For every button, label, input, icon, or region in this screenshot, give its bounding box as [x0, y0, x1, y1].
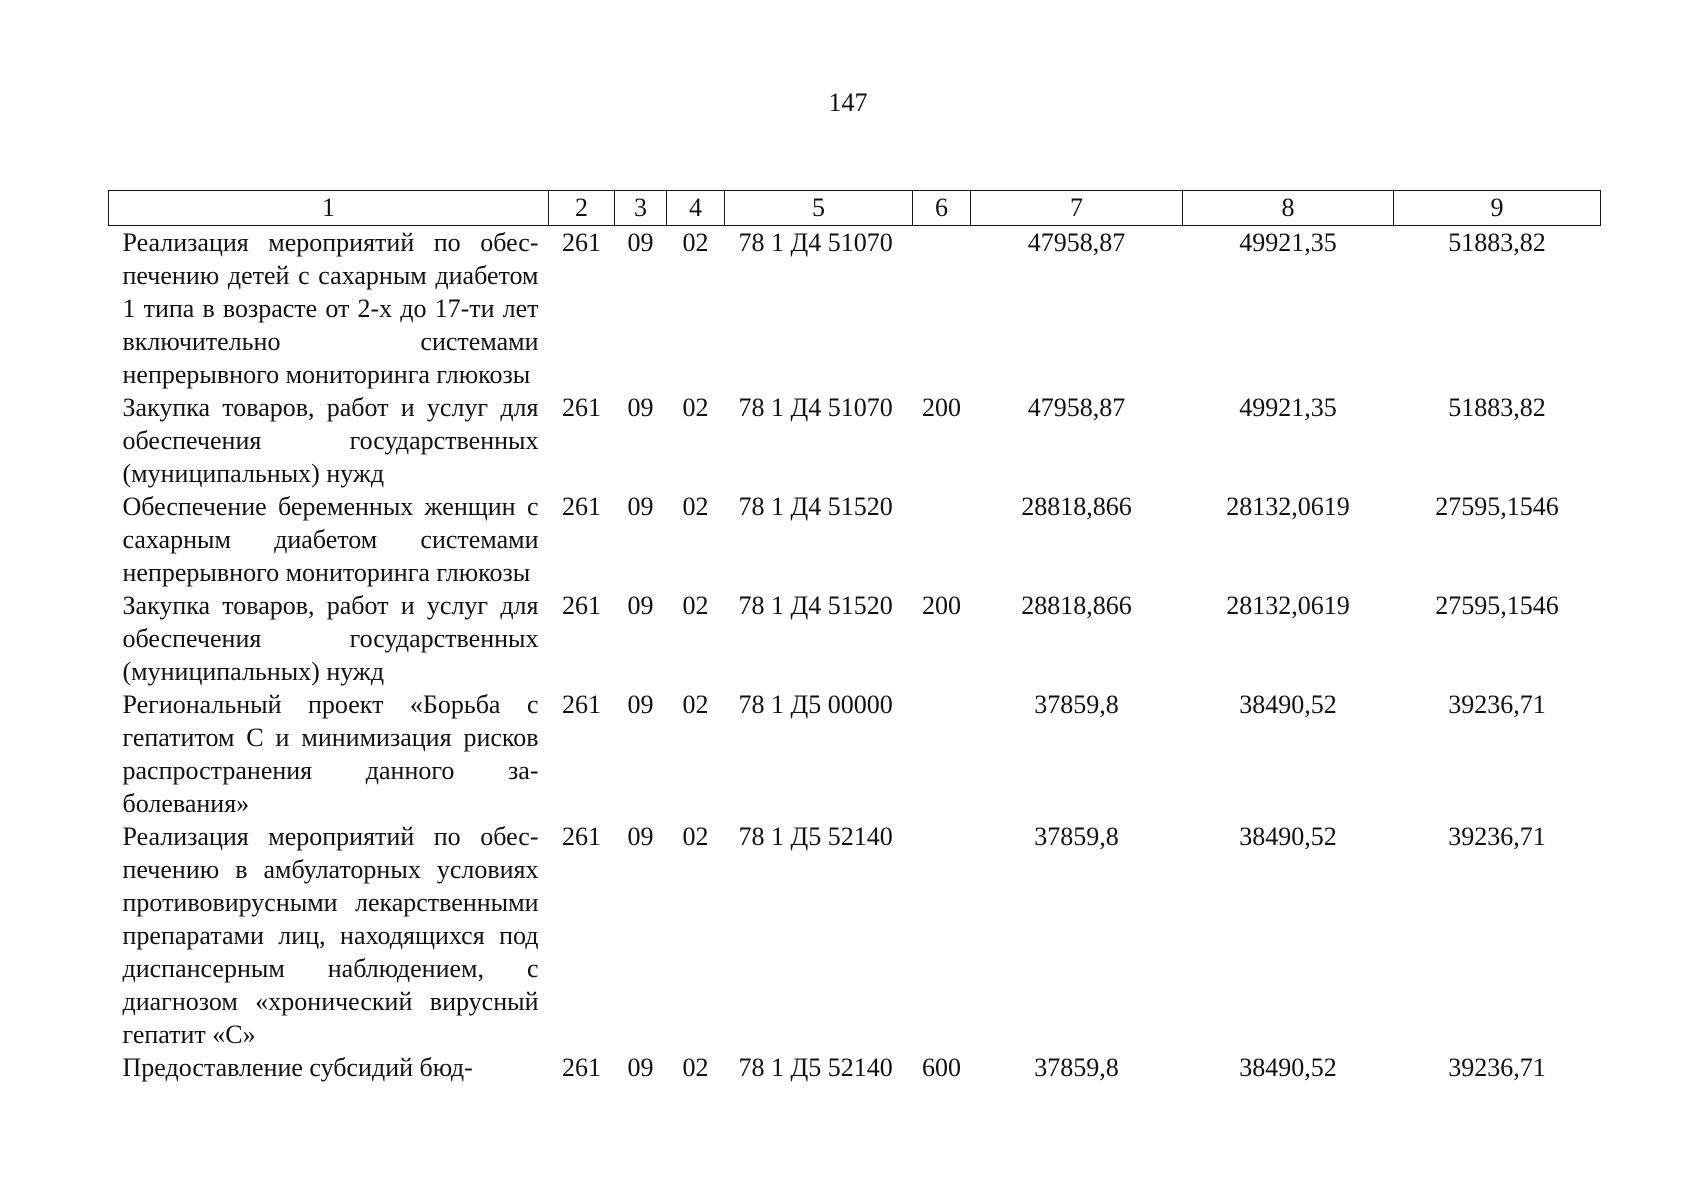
row-code-target: 78 1 Д4 51070 — [738, 228, 893, 257]
header-col-8: 8 — [1183, 191, 1394, 226]
row-code-department: 261 — [562, 690, 601, 719]
header-col-5: 5 — [725, 191, 913, 226]
row-code-expense-type — [913, 688, 971, 820]
header-col-6: 6 — [913, 191, 971, 226]
row-amount-col9: 27595,1546 — [1435, 591, 1559, 620]
row-amount-col7: 47958,87 — [1027, 393, 1126, 422]
table-row — [109, 1051, 1601, 1084]
row-amount-col8: 49921,35 — [1239, 228, 1337, 257]
header-col-3: 3 — [615, 191, 667, 226]
row-code-target: 78 1 Д4 51520 — [738, 492, 893, 521]
row-code-department: 261 — [562, 393, 601, 422]
row-code-subsection: 02 — [682, 228, 709, 257]
row-amount-col8: 38490,52 — [1239, 1053, 1337, 1082]
row-amount-col9: 51883,82 — [1448, 228, 1546, 257]
row-amount-col8: 49921,35 — [1239, 393, 1337, 422]
row-amount-col8: 38490,52 — [1239, 822, 1337, 851]
budget-table-container — [108, 190, 1600, 1084]
row-code-section: 09 — [627, 393, 654, 422]
row-code-subsection: 02 — [682, 690, 709, 719]
row-code-department: 261 — [562, 822, 601, 851]
row-code-section: 09 — [627, 228, 654, 257]
row-name: Закупка товаров, работ и услуг для обеспечения государственных (муниципальных) нужд — [122, 591, 539, 686]
row-code-target: 78 1 Д5 00000 — [738, 690, 893, 719]
row-name: Региональный проект «Борьба с гепатитом С и минимизация рисков распространения данного заболевания» — [122, 690, 539, 818]
header-col-9: 9 — [1394, 191, 1601, 226]
row-code-target: 78 1 Д4 51070 — [738, 393, 893, 422]
row-code-department: 261 — [562, 591, 601, 620]
row-amount-col7: 47958,87 — [1027, 228, 1126, 257]
row-name: Реализация мероприятий по обеспечению в амбулаторных условиях противовирусными лекарственными препаратами лиц, находящихся под диспансерным наблюдением, с диагнозом «хронический вирусный гепатит «С» — [122, 822, 539, 1049]
row-code-section: 09 — [627, 690, 654, 719]
table-row — [109, 820, 1601, 1051]
row-amount-col7: 28818,866 — [1021, 591, 1132, 620]
row-name: Предоставление субсидий бюд- — [122, 1053, 473, 1082]
row-name: Обеспечение беременных женщин с сахарным диабетом системами непрерывного мониторинга глюкозы — [122, 492, 539, 587]
header-col-2: 2 — [549, 191, 615, 226]
row-code-subsection: 02 — [682, 492, 709, 521]
row-amount-col7: 28818,866 — [1021, 492, 1132, 521]
row-amount-col7: 37859,8 — [1034, 822, 1119, 851]
row-name: Закупка товаров, работ и услуг для обеспечения государственных (муниципальных) нужд — [122, 393, 539, 488]
page-number: 147 — [828, 88, 868, 117]
row-code-expense-type — [913, 820, 971, 1051]
row-amount-col8: 38490,52 — [1239, 690, 1337, 719]
row-amount-col7: 37859,8 — [1034, 1053, 1119, 1082]
row-code-section: 09 — [627, 591, 654, 620]
header-row — [109, 191, 1601, 226]
row-amount-col8: 28132,0619 — [1226, 492, 1350, 521]
row-code-target: 78 1 Д5 52140 — [738, 822, 893, 851]
row-amount-col9: 39236,71 — [1448, 822, 1546, 851]
row-code-expense-type — [913, 490, 971, 589]
row-code-subsection: 02 — [682, 822, 709, 851]
table-row — [109, 391, 1601, 490]
row-code-target: 78 1 Д5 52140 — [738, 1053, 893, 1082]
table-body — [109, 226, 1601, 1085]
row-code-expense-type: 200 — [922, 591, 961, 620]
row-amount-col8: 28132,0619 — [1226, 591, 1350, 620]
row-code-section: 09 — [627, 822, 654, 851]
row-amount-col9: 39236,71 — [1448, 690, 1546, 719]
row-code-target: 78 1 Д4 51520 — [738, 591, 893, 620]
header-col-1: 1 — [109, 191, 549, 226]
header-col-4: 4 — [667, 191, 725, 226]
table-row — [109, 589, 1601, 688]
row-amount-col9: 27595,1546 — [1435, 492, 1559, 521]
table-row — [109, 688, 1601, 820]
row-code-subsection: 02 — [682, 591, 709, 620]
row-name: Реализация мероприятий по обеспечению детей с сахарным диабетом 1 типа в возрасте от 2-х до 17-ти лет включительно системами непрерывного мониторинга глюкозы — [122, 228, 539, 389]
row-code-department: 261 — [562, 492, 601, 521]
table-row — [109, 490, 1601, 589]
table-row — [109, 226, 1601, 392]
row-amount-col9: 51883,82 — [1448, 393, 1546, 422]
row-code-expense-type: 600 — [922, 1053, 961, 1082]
row-code-subsection: 02 — [682, 1053, 709, 1082]
row-amount-col9: 39236,71 — [1448, 1053, 1546, 1082]
row-code-section: 09 — [627, 492, 654, 521]
row-code-department: 261 — [562, 1053, 601, 1082]
header-col-7: 7 — [971, 191, 1183, 226]
row-code-expense-type: 200 — [922, 393, 961, 422]
row-code-subsection: 02 — [682, 393, 709, 422]
row-code-expense-type — [913, 226, 971, 392]
budget-table — [108, 190, 1601, 1084]
row-code-department: 261 — [562, 228, 601, 257]
row-code-section: 09 — [627, 1053, 654, 1082]
table-header — [109, 191, 1601, 226]
row-amount-col7: 37859,8 — [1034, 690, 1119, 719]
